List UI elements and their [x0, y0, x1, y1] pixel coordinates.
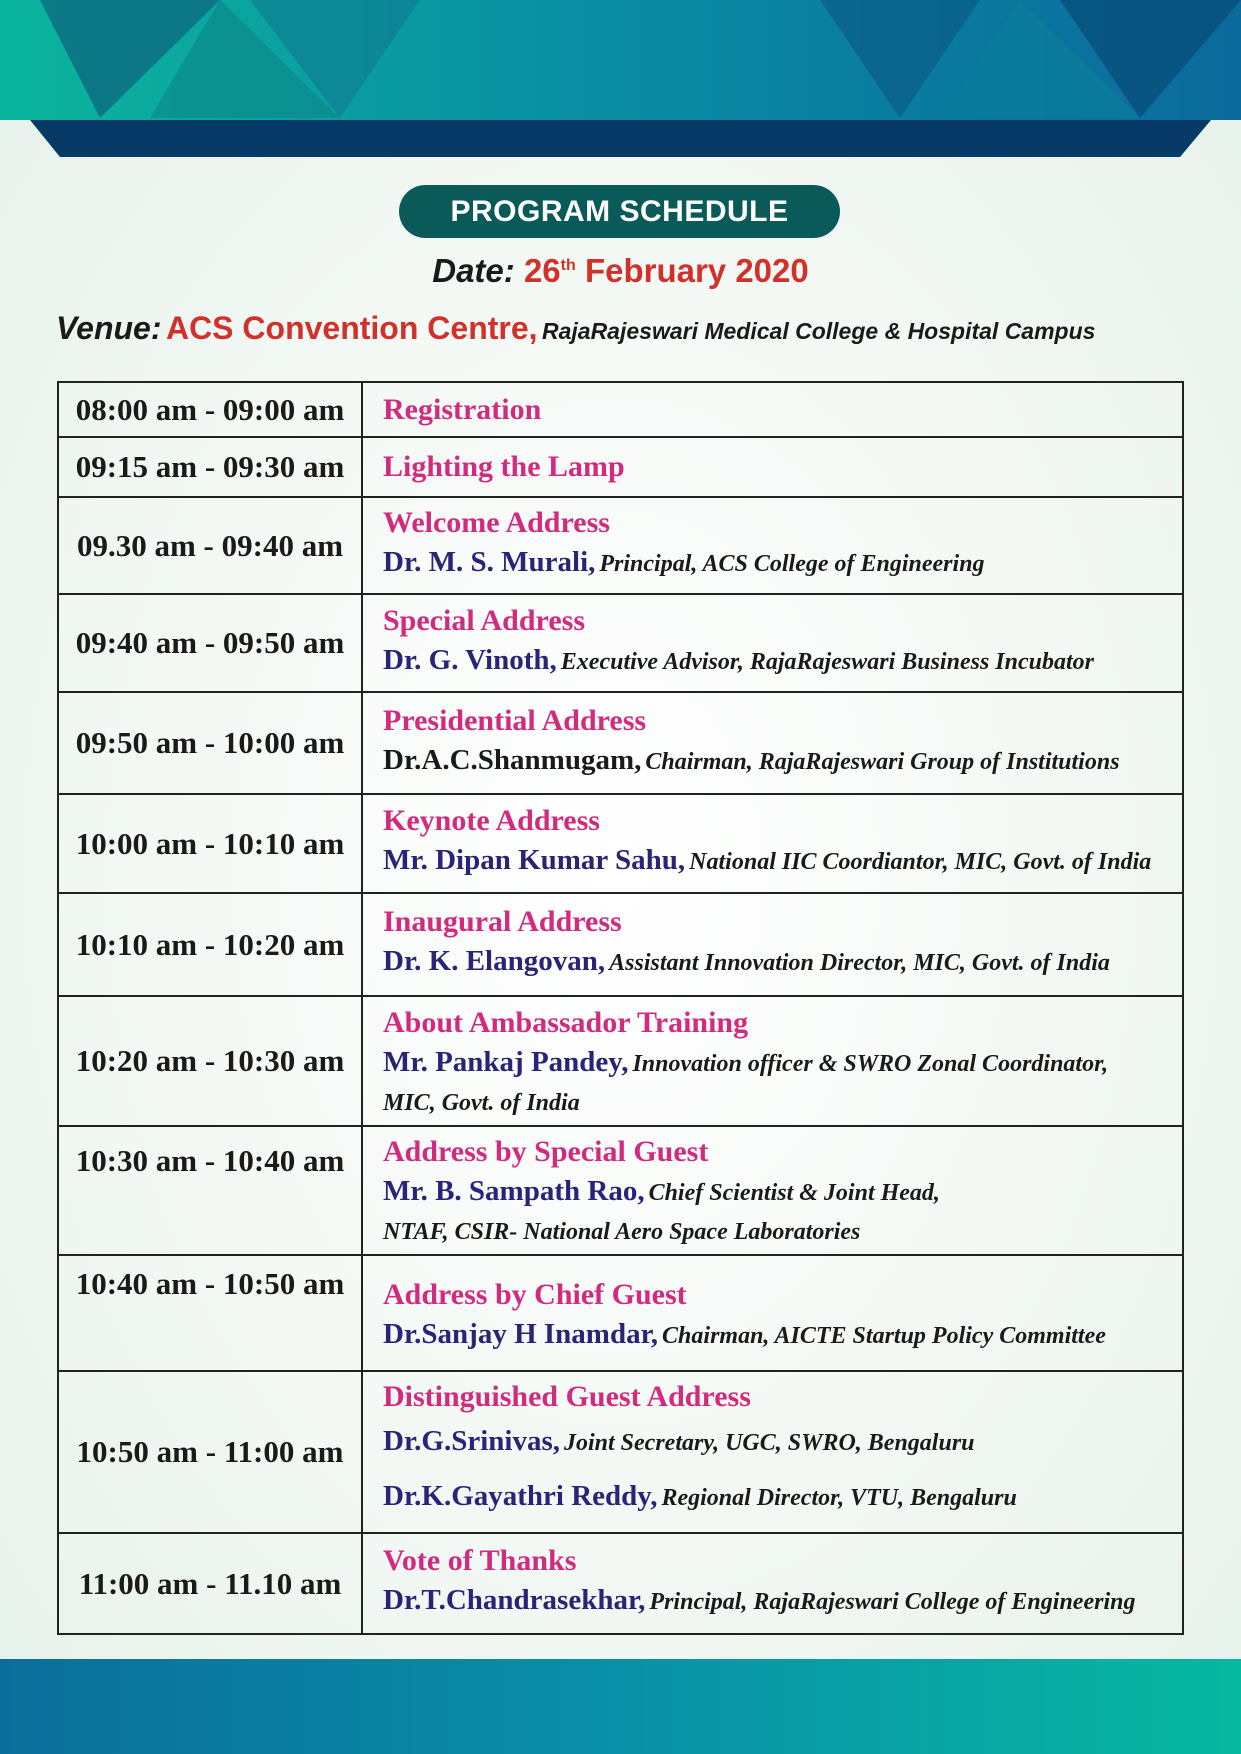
- event-cell: [362, 1371, 1183, 1533]
- time-cell: 10:30 am - 10:40 am: [58, 1126, 362, 1255]
- speaker-role-continued: MIC, Govt. of India: [383, 1089, 580, 1116]
- footer-band: [0, 1659, 1241, 1754]
- speaker-name: Dr. G. Vinoth,: [383, 643, 557, 676]
- time-cell: 10:40 am - 10:50 am: [58, 1255, 362, 1371]
- date-label: Date:: [432, 252, 515, 289]
- table-row: [58, 794, 1183, 893]
- venue-label: Venue:: [56, 310, 162, 346]
- date-month-year: February 2020: [584, 252, 809, 289]
- event-cell: [362, 1533, 1183, 1634]
- event-cell: [362, 594, 1183, 692]
- speaker-role: Assistant Innovation Director, MIC, Govt. of India: [609, 950, 1110, 976]
- table-row: [58, 1255, 1183, 1371]
- venue-campus: RajaRajeswari Medical College & Hospital Campus: [541, 318, 1096, 344]
- event-title: Lighting the Lamp: [383, 450, 625, 483]
- time-cell: 10:10 am - 10:20 am: [58, 893, 362, 996]
- event-cell: [362, 497, 1183, 594]
- speaker-line: [383, 740, 1182, 785]
- table-row: [58, 1126, 1183, 1255]
- event-title: Welcome Address: [383, 506, 610, 539]
- speaker-name: Dr. M. S. Murali,: [383, 546, 596, 578]
- speaker-line: [383, 941, 1182, 986]
- speaker-line: [383, 1471, 1182, 1526]
- speaker-line: [383, 1580, 1182, 1625]
- event-title: Special Address: [383, 603, 585, 637]
- time-cell: 11:00 am - 11.10 am: [58, 1533, 362, 1634]
- speaker-role: Chairman, AICTE Startup Policy Committee: [662, 1322, 1106, 1349]
- speaker-role: Innovation officer & SWRO Zonal Coordinator,: [632, 1050, 1109, 1077]
- event-cell: [362, 794, 1183, 893]
- speaker-role: Chief Scientist & Joint Head,: [648, 1180, 940, 1206]
- speaker-name: Mr. Dipan Kumar Sahu,: [383, 844, 686, 876]
- speaker-name: Dr.Sanjay H Inamdar,: [383, 1317, 659, 1350]
- venue-name: ACS Convention Centre,: [165, 310, 538, 346]
- event-title: Address by Special Guest: [383, 1135, 709, 1168]
- page-title: PROGRAM SCHEDULE: [399, 185, 840, 238]
- time-cell: 08:00 am - 09:00 am: [58, 382, 362, 437]
- header-banner: [0, 0, 1241, 160]
- table-row: [58, 594, 1183, 692]
- speaker-name: Dr. K. Elangovan,: [383, 945, 606, 977]
- speaker-name: Mr. Pankaj Pandey,: [383, 1045, 629, 1078]
- speaker-role: National IIC Coordiantor, MIC, Govt. of India: [689, 849, 1152, 875]
- speaker-name: Dr.T.Chandrasekhar,: [383, 1584, 646, 1616]
- event-cell: [362, 893, 1183, 996]
- speaker-role: Executive Advisor, RajaRajeswari Business Incubator: [560, 648, 1094, 675]
- table-row: [58, 1371, 1183, 1533]
- event-cell: [362, 382, 1183, 437]
- table-row: [58, 437, 1183, 497]
- event-title: Address by Chief Guest: [383, 1277, 687, 1311]
- table-row: [58, 497, 1183, 594]
- date-day: 26: [523, 252, 561, 289]
- time-cell: 09:40 am - 09:50 am: [58, 594, 362, 692]
- speaker-line: [383, 1171, 1182, 1216]
- time-cell: 10:20 am - 10:30 am: [58, 996, 362, 1126]
- speaker-role: Principal, RajaRajeswari College of Engineering: [649, 1589, 1136, 1615]
- speaker-name: Mr. B. Sampath Rao,: [383, 1175, 645, 1207]
- event-title: Presidential Address: [383, 703, 647, 737]
- time-cell: 09:15 am - 09:30 am: [58, 437, 362, 497]
- speaker-line: [383, 1314, 1182, 1359]
- time-cell: 09.30 am - 09:40 am: [58, 497, 362, 594]
- speaker-role-continued: NTAF, CSIR- National Aero Space Laboratories: [383, 1219, 861, 1245]
- time-cell: 10:00 am - 10:10 am: [58, 794, 362, 893]
- table-row: [58, 692, 1183, 794]
- speaker-line: [383, 840, 1182, 885]
- event-title: Distinguished Guest Address: [383, 1380, 751, 1413]
- speaker-name: Dr.G.Srinivas,: [383, 1425, 560, 1457]
- speaker-name: Dr.A.C.Shanmugam,: [383, 743, 642, 776]
- time-cell: 10:50 am - 11:00 am: [58, 1371, 362, 1533]
- speaker-name: Dr.K.Gayathri Reddy,: [383, 1480, 658, 1512]
- speaker-line: [383, 1416, 1182, 1471]
- event-cell: [362, 996, 1183, 1126]
- time-cell: 09:50 am - 10:00 am: [58, 692, 362, 794]
- event-cell: [362, 1126, 1183, 1255]
- event-title: About Ambassador Training: [383, 1005, 749, 1039]
- event-title: Keynote Address: [383, 804, 600, 837]
- event-title: Registration: [383, 392, 542, 426]
- table-row: [58, 996, 1183, 1126]
- event-title: Vote of Thanks: [383, 1544, 577, 1577]
- event-date: [0, 252, 1241, 290]
- event-cell: [362, 437, 1183, 497]
- schedule-table: [57, 381, 1184, 1635]
- table-row: [58, 893, 1183, 996]
- speaker-line: [383, 640, 1182, 685]
- speaker-line: [383, 542, 1182, 587]
- date-suffix: th: [560, 257, 576, 274]
- table-row: [58, 382, 1183, 437]
- speaker-role: Principal, ACS College of Engineering: [599, 551, 985, 577]
- event-title: Inaugural Address: [383, 905, 622, 938]
- table-row: [58, 1533, 1183, 1634]
- event-venue: [56, 310, 1196, 347]
- event-cell: [362, 1255, 1183, 1371]
- speaker-role: Regional Director, VTU, Bengaluru: [661, 1485, 1017, 1511]
- speaker-role: Joint Secretary, UGC, SWRO, Bengaluru: [564, 1430, 975, 1456]
- speaker-line: [383, 1042, 1182, 1087]
- speaker-role: Chairman, RajaRajeswari Group of Institutions: [645, 748, 1120, 775]
- event-cell: [362, 692, 1183, 794]
